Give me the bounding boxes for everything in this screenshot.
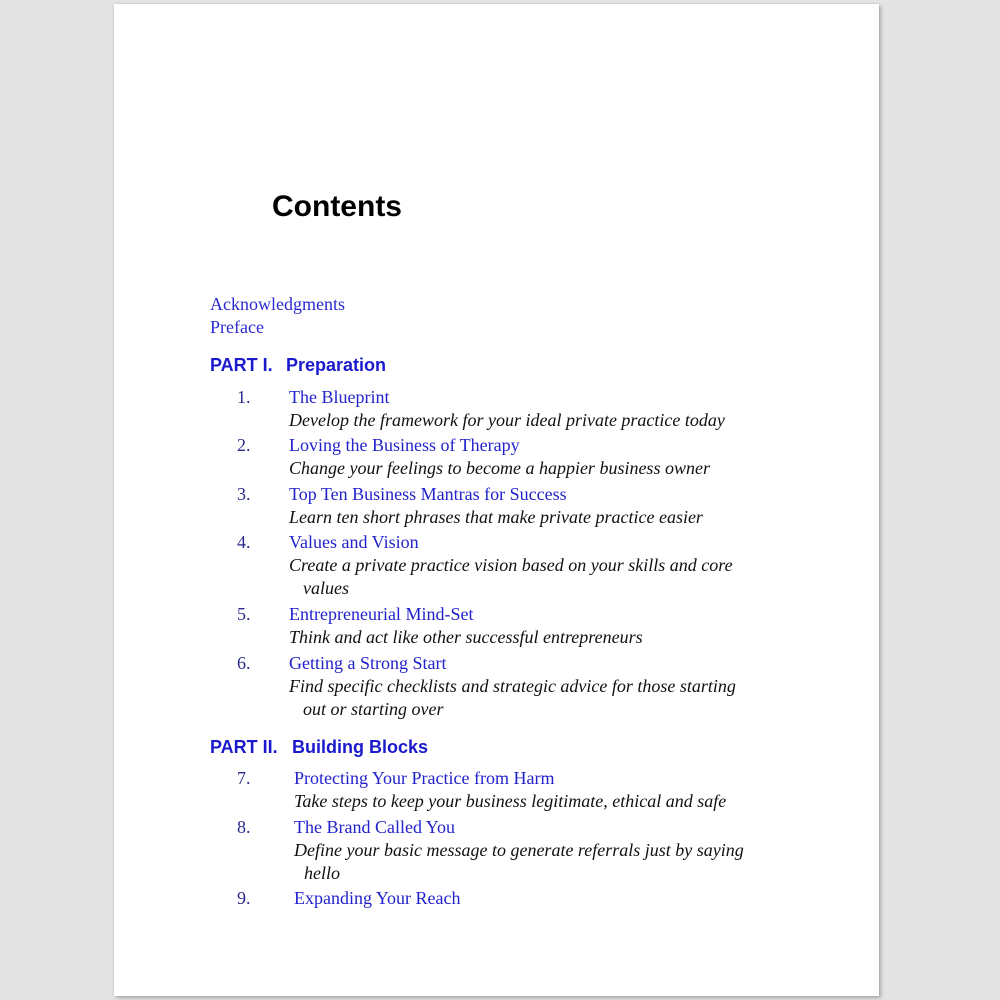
chapter-title-link[interactable]: The Blueprint — [289, 387, 390, 407]
chapter-number: 9. — [237, 888, 251, 908]
chapter-number: 8. — [237, 817, 251, 837]
chapter-description: Create a private practice vision based on your skills and core values — [289, 555, 733, 598]
toc-link-acknowledgments[interactable]: Acknowledgments — [210, 294, 345, 314]
chapter-title-link[interactable]: Protecting Your Practice from Harm — [294, 768, 555, 788]
chapter-description: Develop the framework for your ideal private practice today — [289, 410, 725, 430]
part-label: PART II. — [210, 737, 278, 757]
chapter-description: Take steps to keep your business legitimate, ethical and safe — [294, 791, 727, 811]
chapter-number: 7. — [237, 768, 251, 788]
chapter-number: 1. — [237, 387, 251, 407]
toc-link-preface[interactable]: Preface — [210, 317, 264, 337]
part-name: Building Blocks — [292, 737, 429, 757]
chapter-title-link[interactable]: Loving the Business of Therapy — [289, 435, 520, 455]
chapter-description: Learn ten short phrases that make private practice easier — [289, 507, 703, 527]
chapter-number: 5. — [237, 604, 251, 624]
part-name: Preparation — [286, 355, 387, 375]
chapter-title-link[interactable]: The Brand Called You — [294, 817, 455, 837]
chapter-number: 6. — [237, 653, 251, 673]
chapter-description: Find specific checklists and strategic advice for those starting out or starting over — [289, 676, 736, 719]
page-title: Contents — [272, 190, 402, 223]
chapter-number: 3. — [237, 484, 251, 504]
chapter-number: 2. — [237, 435, 251, 455]
toc-part-heading-2[interactable] — [210, 737, 428, 758]
chapter-title-link[interactable]: Top Ten Business Mantras for Success — [289, 484, 567, 504]
toc-part-heading-1[interactable] — [210, 355, 386, 376]
chapter-description: Change your feelings to become a happier business owner — [289, 458, 710, 478]
document-page — [114, 4, 879, 996]
chapter-title-link[interactable]: Values and Vision — [289, 532, 419, 552]
chapter-title-link[interactable]: Getting a Strong Start — [289, 653, 447, 673]
chapter-title-link[interactable]: Entrepreneurial Mind-Set — [289, 604, 474, 624]
part-label: PART I. — [210, 355, 273, 375]
chapter-title-link[interactable]: Expanding Your Reach — [294, 888, 461, 908]
chapter-number: 4. — [237, 532, 251, 552]
chapter-description: Think and act like other successful entrepreneurs — [289, 627, 643, 647]
chapter-description: Define your basic message to generate referrals just by saying hello — [294, 840, 744, 883]
